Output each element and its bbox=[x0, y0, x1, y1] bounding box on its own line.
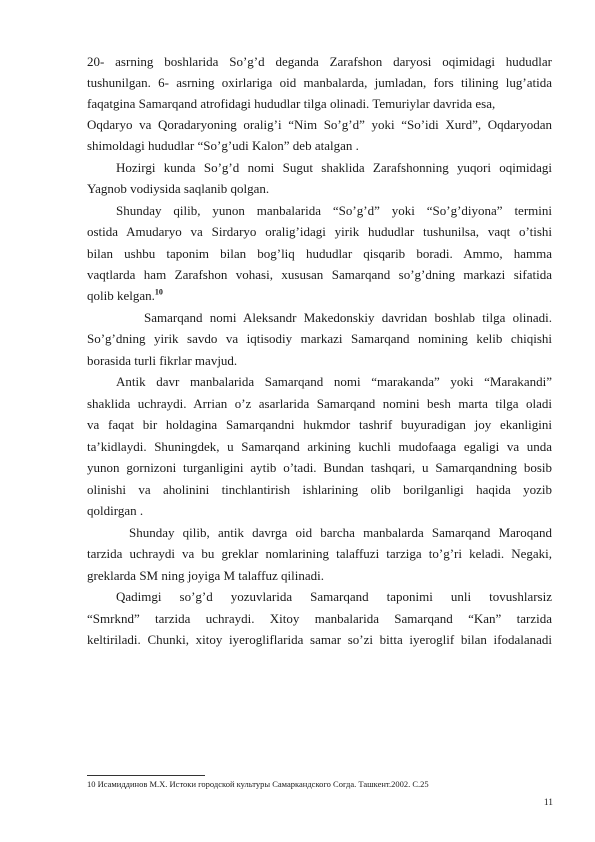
text-line: ostida Amudaryo va Sirdaryo oralig’idagi yirik hududlar tushunilsa, vaqt o’tishi bbox=[87, 224, 552, 239]
text-line: Hozirgi kunda So’g’d nomi Sugut shaklida Zarafshonning yuqori oqimidagi bbox=[116, 160, 552, 175]
text-line: Shunday qilib, yunon manbalarida “So’g’d” yoki “So’g’diyona” termini bbox=[116, 203, 552, 218]
text-line: tushunilgan. 6- asrning oxirlariga oid manbalarda, jumladan, fors tilining lug’atida bbox=[87, 75, 552, 90]
text-line: borasida turli fikrlar mavjud. bbox=[87, 353, 238, 368]
text-line: Samarqand nomi Aleksandr Makedonskiy davridan boshlab tilga olinadi. bbox=[144, 310, 552, 325]
page-number: 11 bbox=[543, 798, 553, 808]
text-line: vaqtlarda ham Zarafshon vohasi, xususan Samarqand so’g’dning markazi sifatida bbox=[87, 267, 552, 282]
text-line: yunon gornizoni turganligini aytib o’tadi. Bundan tashqari, u Samarqandning bosib bbox=[87, 460, 552, 475]
footnote: 10 Исамиддинов М.Х. Истоки городской культуры Самаркандского Согда. Ташкент.2002. С.25 bbox=[87, 779, 429, 789]
text-line: bilan ushbu taponim bilan bog’liq hududlar qisqarib boradi. Ammo, hamma bbox=[87, 246, 552, 261]
text-line: keltiriladi. Chunki, xitoy iyerogliflarida samar so’zi bitta iyeroglif bilan ifodalanadi bbox=[87, 632, 552, 647]
text-line: So’g’dning yirik savdo va iqtisodiy markazi Samarqand nomining kelib chiqishi bbox=[87, 331, 552, 346]
text-line: shimoldagi hududlar “So’g’udi Kalon” deb atalgan . bbox=[87, 138, 359, 153]
text-line: Qadimgi so’g’d yozuvlarida Samarqand taponimi unli tovushlarsiz bbox=[116, 589, 552, 604]
text-line: Oqdaryo va Qoradaryoning oralig’i “Nim So’g’d” yoki “So’idi Xurd”, Oqdaryodan bbox=[87, 117, 552, 132]
text-line: 20- asrning boshlarida So’g’d deganda Zarafshon daryosi oqimidagi hududlar bbox=[87, 54, 552, 69]
text-line: olinishi va aholinini tinchlantirish ishlarining olib borilganligi haqida yozib bbox=[87, 482, 552, 497]
text-line: faqatgina Samarqand atrofidagi hududlar tilga olinadi. Temuriylar davrida esa, bbox=[87, 96, 496, 111]
text-fragment: qolib kelgan. bbox=[87, 288, 155, 303]
text-line: greklarda SM ning joyiga M talaffuz qilinadi. bbox=[87, 568, 324, 583]
text-line: va faqat bir holdagina Samarqandni hukmdor tashrif buyuradigan joy ekanligini bbox=[87, 417, 552, 432]
text-line: Yagnob vodiysida saqlanib qolgan. bbox=[87, 181, 270, 196]
text-line bbox=[87, 286, 552, 306]
text-line: shaklida uchraydi. Arrian o’z asarlarida Samarqand nomini besh marta tilga oladi bbox=[87, 396, 552, 411]
text-line: tarzida uchraydi va bu greklar nomlarining talaffuzi tarziga to’g’ri keladi. Negaki, bbox=[87, 546, 552, 561]
text-line: Shunday qilib, antik davrga oid barcha manbalarda Samarqand Maroqand bbox=[129, 525, 552, 540]
text-line: qoldirgan . bbox=[87, 503, 144, 518]
text-line: Antik davr manbalarida Samarqand nomi “marakanda” yoki “Marakandi” bbox=[116, 374, 552, 389]
footnote-separator bbox=[87, 775, 205, 776]
text-line: ta’kidlaydi. Shuningdek, u Samarqand arkining kuchli mudofaaga egaligi va unda bbox=[87, 439, 552, 454]
footnote-reference: 10 bbox=[154, 287, 163, 297]
text-line: “Smrknd” tarzida uchraydi. Xitoy manbalarida Samarqand “Kan” tarzida bbox=[87, 611, 552, 626]
